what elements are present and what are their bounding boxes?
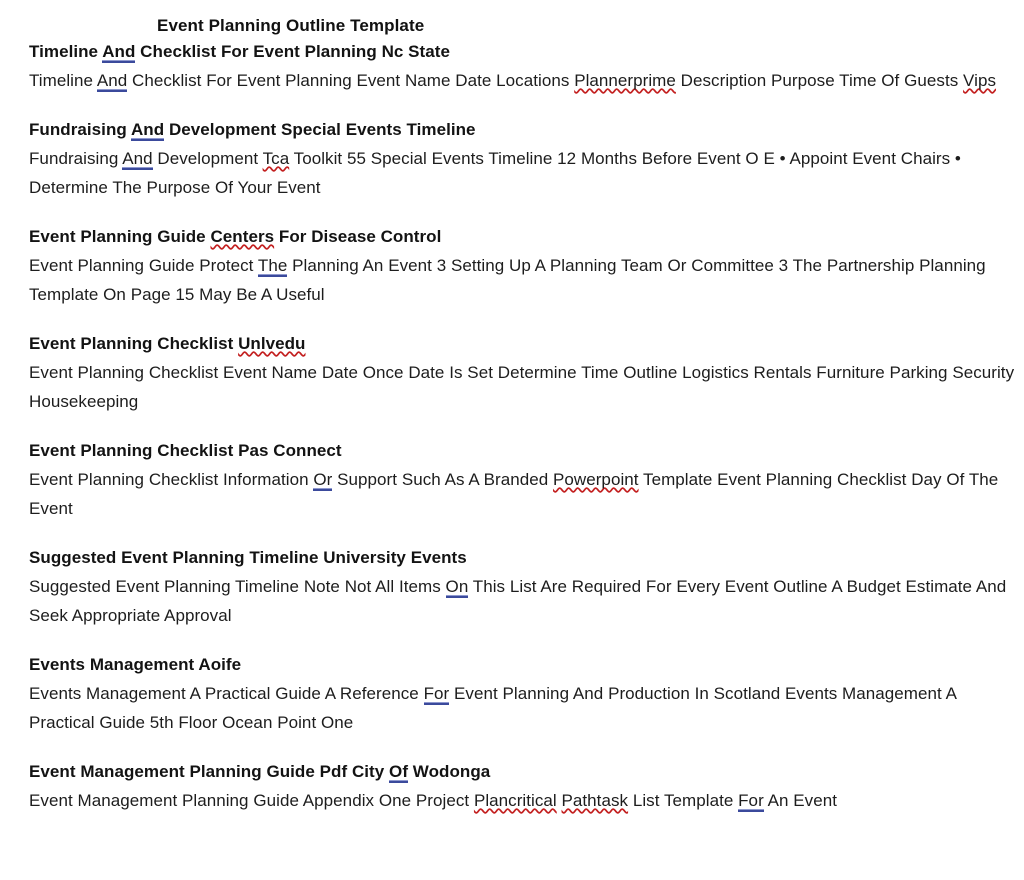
- body-link-1[interactable]: Or: [313, 470, 333, 489]
- body-link-5[interactable]: For: [738, 791, 764, 810]
- body-misspelled-3[interactable]: Pathtask: [561, 791, 629, 810]
- heading-link-1[interactable]: Of: [389, 762, 409, 781]
- body-text-2: Development: [152, 149, 263, 168]
- section-body: [29, 679, 1016, 737]
- section-heading[interactable]: [29, 757, 1016, 786]
- section-heading[interactable]: [29, 650, 1016, 679]
- body-link-1[interactable]: For: [423, 684, 450, 703]
- body-text-4: Description Purpose Time Of Guests: [675, 71, 964, 90]
- section-body: [29, 66, 1016, 95]
- result-section: [0, 329, 1024, 416]
- section-heading[interactable]: [29, 37, 1016, 66]
- result-section: [0, 37, 1024, 95]
- heading-text-0: Event Management Planning Guide Pdf City: [29, 762, 390, 781]
- body-misspelled-1[interactable]: Plancritical: [473, 791, 557, 810]
- heading-text-2: Checklist For Event Planning Nc State: [135, 42, 450, 61]
- heading-text-0: Fundraising: [29, 120, 131, 139]
- heading-text-2: For Disease Control: [274, 227, 442, 246]
- section-heading[interactable]: [29, 222, 1016, 251]
- body-link-1[interactable]: The: [257, 256, 288, 275]
- heading-text-0: Event Planning Checklist: [29, 334, 239, 353]
- body-text-0: Event Planning Checklist Event Name Date Once Date Is Set Determine Time Outline Logistics Rentals Furniture Parking Security Housekeeping: [29, 363, 1015, 411]
- page-title: Event Planning Outline Template: [157, 16, 425, 35]
- section-heading[interactable]: [29, 329, 1016, 358]
- body-text-2: Planning An Event 3 Setting Up A Planning Team Or Committee 3 The Partnership Planning Template On Page 15 May Be A Useful: [29, 256, 986, 304]
- result-section: [0, 115, 1024, 202]
- heading-text-2: Development Special Events Timeline: [164, 120, 476, 139]
- body-text-0: Fundraising: [29, 149, 123, 168]
- body-text-2: This List Are Required For Every Event Outline A Budget Estimate And Seek Appropriate Approval: [29, 577, 1007, 625]
- section-list: [0, 37, 1024, 815]
- section-heading[interactable]: [29, 436, 1016, 465]
- result-section: [0, 757, 1024, 815]
- section-body: [29, 358, 1016, 416]
- body-link-1[interactable]: And: [122, 149, 153, 168]
- result-section: [0, 650, 1024, 737]
- body-text-4: List Template: [628, 791, 739, 810]
- section-body: [29, 572, 1016, 630]
- body-misspelled-5[interactable]: Vips: [963, 71, 997, 90]
- heading-text-0: Suggested Event Planning Timeline University Events: [29, 548, 467, 567]
- body-text-0: Timeline: [29, 71, 97, 90]
- body-text-0: Suggested Event Planning Timeline Note Not All Items: [29, 577, 446, 596]
- body-misspelled-3[interactable]: Powerpoint: [553, 470, 639, 489]
- section-body: [29, 786, 1016, 815]
- section-heading[interactable]: [29, 115, 1016, 144]
- result-section: [0, 222, 1024, 309]
- result-section: [0, 436, 1024, 523]
- body-link-1[interactable]: And: [96, 71, 128, 90]
- body-text-6: An Event: [763, 791, 838, 810]
- section-body: [29, 465, 1016, 523]
- body-text-0: Event Planning Checklist Information: [29, 470, 314, 489]
- heading-text-0: Timeline: [29, 42, 103, 61]
- body-misspelled-3[interactable]: Plannerprime: [574, 71, 676, 90]
- section-body: [29, 144, 1016, 202]
- body-text-0: Event Management Planning Guide Appendix One Project: [29, 791, 474, 810]
- heading-link-1[interactable]: And: [130, 120, 165, 139]
- heading-text-0: Event Planning Guide: [29, 227, 211, 246]
- section-heading[interactable]: [29, 543, 1016, 572]
- heading-misspelled-1[interactable]: Unlvedu: [238, 334, 306, 353]
- body-text-4: Template Event Planning Checklist Day Of The Event: [29, 470, 999, 518]
- heading-link-1[interactable]: And: [102, 42, 136, 61]
- heading-misspelled-1[interactable]: Centers: [210, 227, 275, 246]
- result-section: [0, 543, 1024, 630]
- body-text-2: Support Such As A Branded: [332, 470, 553, 489]
- heading-text-2: Wodonga: [408, 762, 491, 781]
- body-text-2: Event Planning And Production In Scotland Events Management A Practical Guide 5th Floor Ocean Point One: [29, 684, 957, 732]
- heading-text-0: Event Planning Checklist Pas Connect: [29, 441, 342, 460]
- section-body: [29, 251, 1016, 309]
- body-text-4: Toolkit 55 Special Events Timeline 12 Months Before Event O E • Appoint Event Chairs • Determine The Purpose Of Your Event: [29, 149, 961, 197]
- body-text-2: Checklist For Event Planning Event Name Date Locations: [127, 71, 575, 90]
- heading-text-0: Events Management Aoife: [29, 655, 242, 674]
- body-link-1[interactable]: On: [445, 577, 469, 596]
- body-misspelled-3[interactable]: Tca: [262, 149, 290, 168]
- body-text-0: Events Management A Practical Guide A Reference: [29, 684, 424, 703]
- body-text-0: Event Planning Guide Protect: [29, 256, 258, 275]
